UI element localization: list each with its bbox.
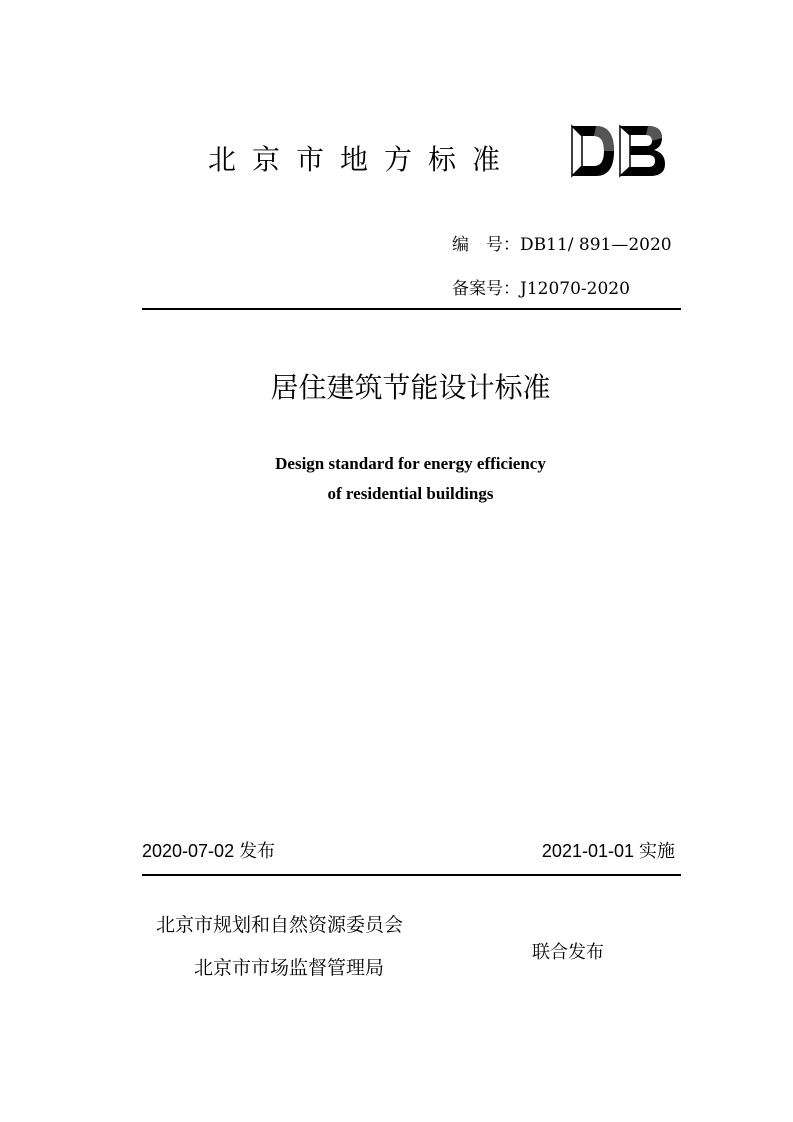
joint-issue-label: 联合发布 (532, 942, 604, 963)
top-divider (142, 308, 681, 310)
standard-number: 编 号：DB11/ 891—2020 (452, 235, 672, 255)
title-english-line-1: Design standard for energy efficiency (275, 454, 546, 473)
title-english-line-2: of residential buildings (327, 484, 494, 503)
title-chinese: 居住建筑节能设计标准 (270, 371, 551, 404)
issuer-market-regulation: 北京市市场监督管理局 (194, 957, 385, 979)
issuer-planning-commission: 北京市规划和自然资源委员会 (156, 914, 404, 936)
bottom-divider (142, 874, 681, 876)
effective-date: 2021-01-01 实施 (541, 841, 675, 861)
header-title: 北京市地方标准 (208, 143, 517, 176)
db-logo (568, 123, 668, 179)
db-logo-letter-d (572, 126, 614, 176)
publish-date: 2020-07-02 发布 (142, 841, 276, 861)
db-logo-letter-b (620, 126, 665, 176)
filing-number: 备案号：J12070-2020 (452, 279, 630, 299)
